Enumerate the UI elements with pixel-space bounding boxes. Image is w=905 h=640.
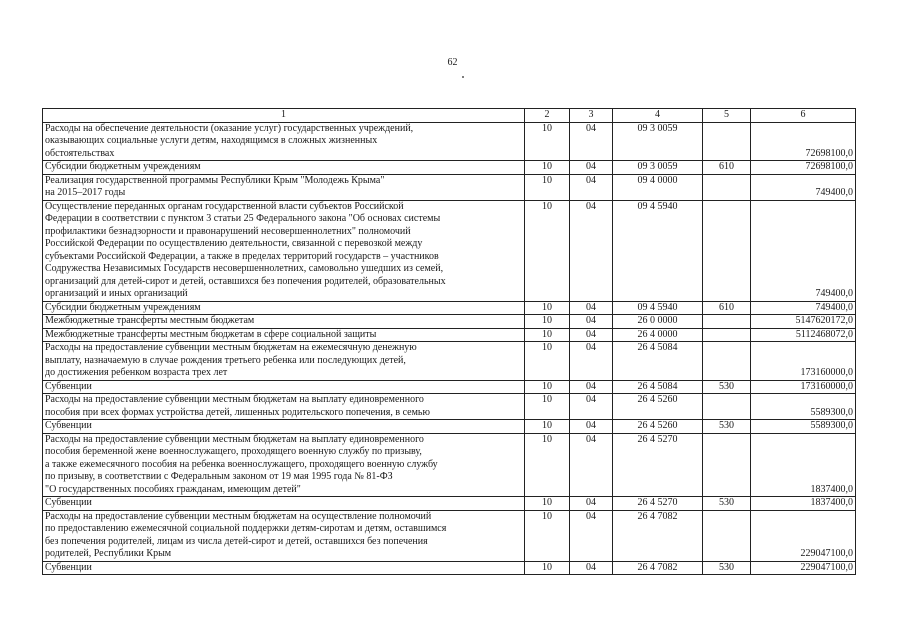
row-target-code-text: 26 4 7082 — [637, 510, 678, 522]
row-subsection — [570, 328, 613, 342]
table-row — [43, 174, 856, 200]
row-target-code — [613, 315, 703, 329]
row-section — [525, 301, 570, 315]
row-amount — [751, 433, 856, 497]
row-subsection — [570, 200, 613, 301]
table-row — [43, 433, 856, 497]
row-description-text: Межбюджетные трансферты местным бюджетам — [45, 315, 255, 326]
budget-table — [42, 108, 856, 575]
row-target-code-text: 26 4 5260 — [637, 394, 678, 405]
row-expense-type — [703, 174, 751, 200]
row-description-text: Субвенции — [45, 561, 92, 573]
row-target-code — [613, 174, 703, 200]
row-target-code — [613, 510, 703, 561]
row-amount — [751, 161, 856, 175]
row-target-code — [613, 394, 703, 420]
header-cell: 1 — [43, 109, 525, 123]
row-target-code-text: 26 4 5270 — [637, 433, 678, 445]
row-target-code — [613, 420, 703, 434]
row-description — [43, 122, 525, 161]
row-expense-type-text: 530 — [719, 420, 734, 431]
row-subsection-text: 04 — [586, 161, 596, 172]
row-target-code-text: 09 4 5940 — [637, 200, 678, 212]
row-expense-type — [703, 301, 751, 315]
row-description-text: Расходы на предоставление субвенции местным бюджетам на выплату единовременного пособия при всех формах устройства детей, лишенных родительского попечения, в семью — [45, 394, 430, 418]
row-subsection — [570, 122, 613, 161]
row-section-text: 10 — [542, 342, 552, 353]
row-subsection-text: 04 — [586, 420, 596, 431]
row-section-text: 10 — [542, 122, 552, 134]
row-expense-type — [703, 561, 751, 575]
row-description — [43, 497, 525, 511]
row-description-text: Расходы на обеспечение деятельности (оказание услуг) государственных учреждений, оказывающих социальные услуги детям, находящимся в сложных жизненных обстоятельствах — [45, 122, 414, 159]
row-subsection — [570, 342, 613, 381]
row-description — [43, 200, 525, 301]
row-amount-text: 173160000,0 — [800, 367, 853, 378]
row-description — [43, 342, 525, 381]
row-expense-type — [703, 420, 751, 434]
row-section — [525, 394, 570, 420]
row-expense-type — [703, 315, 751, 329]
row-target-code-text: 09 4 0000 — [637, 174, 678, 186]
row-amount-text: 72698100,0 — [805, 161, 853, 172]
row-target-code-text: 26 4 5084 — [637, 342, 678, 353]
row-section — [525, 161, 570, 175]
row-amount-text: 5147620172,0 — [795, 315, 853, 326]
row-amount — [751, 380, 856, 394]
row-description — [43, 510, 525, 561]
scan-speck — [462, 76, 464, 78]
header-cell: 3 — [570, 109, 613, 123]
row-description-text: Реализация государственной программы Республики Крым "Молодежь Крыма" на 2015–2017 годы — [45, 174, 385, 198]
row-amount-text: 749400,0 — [815, 288, 853, 299]
row-section — [525, 342, 570, 381]
row-amount-text: 229047100,0 — [800, 548, 853, 559]
row-expense-type-text: 530 — [719, 497, 734, 508]
row-subsection — [570, 161, 613, 175]
row-amount — [751, 174, 856, 200]
table-row — [43, 328, 856, 342]
row-subsection-text: 04 — [586, 301, 596, 313]
table-row — [43, 394, 856, 420]
row-amount-text: 1837400,0 — [810, 483, 853, 495]
row-expense-type — [703, 122, 751, 161]
row-amount — [751, 200, 856, 301]
row-description — [43, 394, 525, 420]
row-expense-type — [703, 200, 751, 301]
row-section — [525, 328, 570, 342]
row-section-text: 10 — [542, 561, 552, 573]
row-amount — [751, 315, 856, 329]
row-subsection — [570, 315, 613, 329]
row-target-code — [613, 301, 703, 315]
row-subsection-text: 04 — [586, 122, 596, 134]
row-target-code-text: 26 4 5260 — [637, 420, 678, 431]
row-amount — [751, 328, 856, 342]
row-subsection — [570, 420, 613, 434]
row-section-text: 10 — [542, 200, 552, 212]
row-amount — [751, 420, 856, 434]
row-subsection-text: 04 — [586, 433, 596, 445]
row-subsection-text: 04 — [586, 380, 596, 392]
row-subsection-text: 04 — [586, 497, 596, 508]
row-expense-type — [703, 394, 751, 420]
row-subsection — [570, 497, 613, 511]
row-amount — [751, 122, 856, 161]
row-amount — [751, 510, 856, 561]
row-description — [43, 420, 525, 434]
row-section — [525, 174, 570, 200]
row-expense-type-text: 530 — [719, 561, 734, 573]
row-description-text: Расходы на предоставление субвенции местным бюджетам на выплату единовременного пособия беременной жене военнослужащего, проходящего военную службу по призыву, а также ежемесячного пособия на ребенка военнослужащего, проходящего военную службу по призыву, в соответствии с Федеральным законом от 19 мая 1995 года № 81-ФЗ "О государственных пособиях гражданам, имеющим детей" — [45, 433, 438, 495]
table-row — [43, 161, 856, 175]
row-section — [525, 315, 570, 329]
row-amount — [751, 342, 856, 381]
row-target-code — [613, 328, 703, 342]
row-expense-type — [703, 328, 751, 342]
row-description — [43, 301, 525, 315]
row-section — [525, 200, 570, 301]
row-amount-text: 72698100,0 — [805, 147, 853, 159]
row-expense-type — [703, 510, 751, 561]
row-target-code — [613, 161, 703, 175]
table-row — [43, 342, 856, 381]
row-amount-text: 229047100,0 — [800, 561, 853, 573]
table-row — [43, 420, 856, 434]
row-subsection — [570, 394, 613, 420]
row-section-text: 10 — [542, 510, 552, 522]
header-cell: 2 — [525, 109, 570, 123]
row-subsection-text: 04 — [586, 315, 596, 326]
row-description — [43, 315, 525, 329]
row-section-text: 10 — [542, 497, 552, 508]
row-expense-type — [703, 433, 751, 497]
row-description — [43, 174, 525, 200]
row-amount — [751, 497, 856, 511]
row-description-text: Субсидии бюджетным учреждениям — [45, 161, 201, 172]
row-target-code-text: 09 4 5940 — [637, 301, 678, 313]
row-description-text: Осуществление переданных органам государственной власти субъектов Российской Федерации в соответствии с пунктом 3 статьи 25 Федерального закона "Об основах системы профилактики безнадзорности и правонарушений несовершеннолетних" полномочий Российской Федерации по осуществлению деятельности, связанной с перевозкой между субъектами Российской Федерации, а также в пределах территорий государств – участников Содружества Независимых Государств несовершеннолетних, самовольно ушедших из семей, организаций для детей-сирот и детей, оставшихся без попечения родителей, образовательных организаций и иных организаций — [45, 200, 446, 299]
row-section — [525, 433, 570, 497]
row-subsection-text: 04 — [586, 561, 596, 573]
table-row — [43, 510, 856, 561]
row-subsection — [570, 510, 613, 561]
row-description — [43, 433, 525, 497]
row-target-code-text: 26 4 7082 — [637, 561, 678, 573]
row-subsection-text: 04 — [586, 342, 596, 353]
row-subsection — [570, 380, 613, 394]
row-target-code — [613, 433, 703, 497]
row-amount — [751, 561, 856, 575]
row-section-text: 10 — [542, 161, 552, 172]
table-row — [43, 380, 856, 394]
row-amount-text: 173160000,0 — [800, 380, 853, 392]
row-description-text: Расходы на предоставление субвенции местным бюджетам на ежемесячную денежную выплату, назначаемую в случае рождения третьего ребенка или последующих детей, до достижения ребенком возраста трех лет — [45, 342, 417, 378]
row-section — [525, 380, 570, 394]
row-section-text: 10 — [542, 433, 552, 445]
row-expense-type-text: 610 — [719, 301, 734, 313]
row-target-code-text: 09 3 0059 — [637, 122, 678, 134]
row-subsection-text: 04 — [586, 200, 596, 212]
row-amount-text: 5589300,0 — [810, 406, 853, 418]
row-description-text: Межбюджетные трансферты местным бюджетам в сфере социальной защиты — [45, 328, 377, 340]
row-target-code — [613, 342, 703, 381]
row-section — [525, 497, 570, 511]
row-description — [43, 380, 525, 394]
row-amount-text: 749400,0 — [815, 187, 853, 198]
row-section-text: 10 — [542, 315, 552, 326]
row-description — [43, 161, 525, 175]
row-subsection — [570, 301, 613, 315]
row-description-text: Субвенции — [45, 420, 92, 431]
row-description-text: Субсидии бюджетным учреждениям — [45, 301, 201, 313]
header-cell: 5 — [703, 109, 751, 123]
row-description — [43, 561, 525, 575]
table-row — [43, 122, 856, 161]
row-amount-text: 5112468072,0 — [795, 328, 853, 340]
row-subsection-text: 04 — [586, 394, 596, 405]
row-section-text: 10 — [542, 394, 552, 405]
table-row — [43, 315, 856, 329]
row-section — [525, 561, 570, 575]
row-section — [525, 420, 570, 434]
row-section — [525, 122, 570, 161]
header-cell: 6 — [751, 109, 856, 123]
row-target-code — [613, 200, 703, 301]
row-description-text: Расходы на предоставление субвенции местным бюджетам на осуществление полномочий по предоставлению ежемесячной социальной поддержки детям-сиротам и детям, оставшимся без попечения родителей, лицам из числа детей-сирот и детей, оставшихся без попечения родителей, Республики Крым — [45, 510, 447, 559]
row-subsection-text: 04 — [586, 328, 596, 340]
table-header-row — [43, 109, 856, 123]
row-expense-type — [703, 380, 751, 394]
row-subsection — [570, 174, 613, 200]
row-expense-type — [703, 497, 751, 511]
row-target-code-text: 26 4 5084 — [637, 380, 678, 392]
row-amount — [751, 301, 856, 315]
table-row — [43, 200, 856, 301]
table-row — [43, 561, 856, 575]
row-expense-type-text: 530 — [719, 380, 734, 392]
row-description-text: Субвенции — [45, 380, 92, 392]
row-section-text: 10 — [542, 420, 552, 431]
row-section — [525, 510, 570, 561]
header-cell: 4 — [613, 109, 703, 123]
row-expense-type — [703, 342, 751, 381]
row-target-code-text: 09 3 0059 — [637, 161, 678, 172]
table-row — [43, 497, 856, 511]
row-section-text: 10 — [542, 301, 552, 313]
row-subsection-text: 04 — [586, 510, 596, 522]
row-section-text: 10 — [542, 328, 552, 340]
row-target-code-text: 26 4 5270 — [637, 497, 678, 508]
row-target-code — [613, 561, 703, 575]
row-amount-text: 5589300,0 — [810, 420, 853, 431]
row-description-text: Субвенции — [45, 497, 92, 508]
row-expense-type-text: 610 — [719, 161, 734, 172]
row-subsection-text: 04 — [586, 174, 596, 186]
row-section-text: 10 — [542, 380, 552, 392]
page-number: 62 — [447, 57, 458, 68]
row-target-code — [613, 380, 703, 394]
row-subsection — [570, 561, 613, 575]
row-target-code — [613, 122, 703, 161]
row-target-code-text: 26 4 0000 — [637, 328, 678, 340]
row-description — [43, 328, 525, 342]
row-section-text: 10 — [542, 174, 552, 186]
row-amount-text: 1837400,0 — [810, 497, 853, 508]
table-row — [43, 301, 856, 315]
row-amount-text: 749400,0 — [815, 301, 853, 313]
row-target-code — [613, 497, 703, 511]
row-target-code-text: 26 0 0000 — [637, 315, 678, 326]
row-amount — [751, 394, 856, 420]
row-expense-type — [703, 161, 751, 175]
row-subsection — [570, 433, 613, 497]
